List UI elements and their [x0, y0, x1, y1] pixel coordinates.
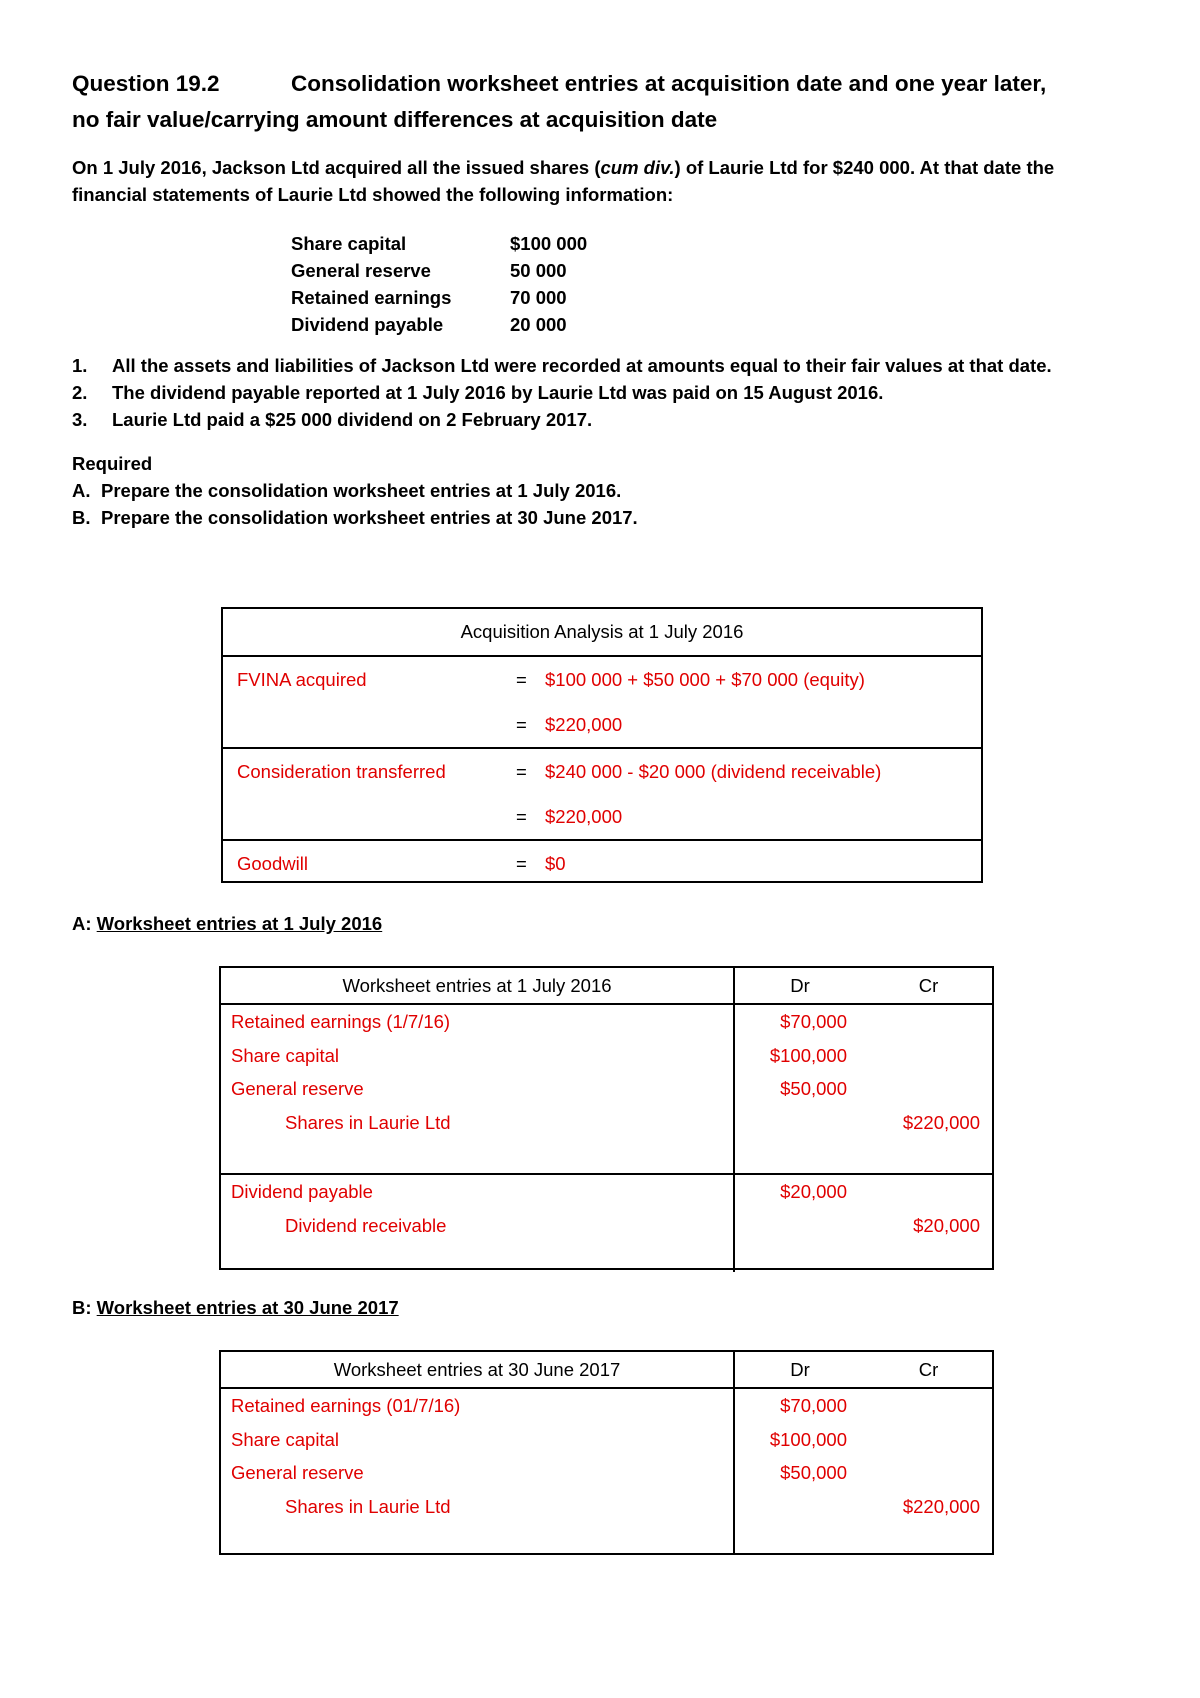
row-label: FVINA acquired: [237, 669, 367, 690]
header-description: Worksheet entries at 30 June 2017: [221, 1352, 735, 1387]
amount-row: [735, 1456, 992, 1490]
section-prefix: A:: [72, 913, 97, 934]
section-prefix: B:: [72, 1297, 97, 1318]
credit-amount: [847, 1039, 992, 1073]
debit-amount: $20,000: [780, 1181, 847, 1202]
row-value: $220,000: [545, 806, 623, 827]
equals-sign: =: [516, 853, 527, 874]
account-name: Shares in Laurie Ltd: [285, 1111, 451, 1133]
list-item: [72, 379, 1132, 406]
account-name: Shares in Laurie Ltd: [285, 1495, 451, 1517]
credit-amount: $20,000: [913, 1214, 980, 1236]
fact-label: Retained earnings: [291, 287, 452, 308]
header-amounts: [735, 968, 992, 1003]
row-value: $220,000: [545, 714, 623, 735]
header-cr: Cr: [918, 1359, 939, 1380]
amount-row: [735, 1490, 992, 1524]
account-name: Retained earnings (01/7/16): [231, 1395, 461, 1416]
worksheet-table-b: [219, 1350, 994, 1555]
table-header: [221, 968, 992, 1005]
acquisition-group-consideration: [223, 749, 981, 841]
account-name: Share capital: [231, 1428, 339, 1450]
entry-amounts: [735, 1389, 992, 1555]
worksheet-table-a: [219, 966, 994, 1270]
credit-amount: [847, 1456, 992, 1490]
required-letter: B.: [72, 507, 91, 528]
credit-amount: [847, 1072, 992, 1106]
note-number: 2.: [72, 382, 88, 403]
note-number: 1.: [72, 355, 88, 376]
amount-row: [735, 1423, 992, 1457]
question-page: [72, 66, 1132, 531]
row-label: [223, 794, 516, 839]
required-letter: A.: [72, 480, 91, 501]
amount-row: [735, 1072, 992, 1106]
table-row: [223, 657, 981, 702]
amount-row: [735, 1005, 992, 1039]
title-line-2: no fair value/carrying amount differences at acquisition date: [72, 107, 718, 132]
section-title: Worksheet entries at 1 July 2016: [96, 913, 383, 934]
acquisition-group-goodwill: [223, 841, 981, 886]
equals-sign: =: [516, 669, 527, 690]
account-name: Share capital: [231, 1044, 339, 1066]
entry-descriptions: [221, 1389, 735, 1555]
title-line-1: Consolidation worksheet entries at acquisition date and one year later,: [291, 71, 1047, 96]
intro-text-start: On 1 July 2016, Jackson Ltd acquired all the issued shares (: [72, 157, 601, 178]
header-cr: Cr: [918, 975, 939, 996]
debit-amount: $50,000: [780, 1462, 847, 1483]
account-name: General reserve: [231, 1078, 364, 1099]
row-label: [223, 702, 516, 747]
table-row: [223, 702, 981, 747]
list-item: [72, 406, 1132, 433]
header-dr: Dr: [790, 1359, 810, 1380]
list-item: [72, 352, 1132, 379]
entry-descriptions: [221, 1005, 735, 1173]
header-amounts: [735, 1352, 992, 1387]
debit-amount: [735, 1209, 847, 1243]
fact-value: $100 000: [510, 233, 588, 254]
notes-list: [72, 352, 1132, 433]
intro-text-end: ) of Laurie Ltd for $240 000. At that date the financial statements of Laurie Ltd showed the following information:: [72, 157, 1055, 205]
amount-row: [735, 1106, 992, 1140]
debit-amount: $70,000: [780, 1395, 847, 1416]
fact-row: [291, 284, 1132, 311]
fact-value: 70 000: [510, 287, 567, 308]
row-value: $100 000 + $50 000 + $70 000 (equity): [545, 669, 865, 690]
intro-emphasis: cum div.: [600, 157, 675, 178]
debit-amount: [735, 1490, 847, 1524]
note-text: Laurie Ltd paid a $25 000 dividend on 2 February 2017.: [112, 409, 593, 430]
debit-amount: $100,000: [769, 1044, 847, 1066]
amount-row: [735, 1175, 992, 1209]
note-text: The dividend payable reported at 1 July 2016 by Laurie Ltd was paid on 15 August 2016.: [112, 382, 884, 403]
fact-value: 20 000: [510, 314, 567, 335]
journal-entry: [221, 1005, 992, 1175]
list-item: [72, 477, 1132, 504]
account-name: General reserve: [231, 1462, 364, 1483]
debit-amount: $70,000: [780, 1011, 847, 1032]
account-name: Dividend receivable: [285, 1214, 447, 1236]
required-heading: Required: [72, 453, 153, 474]
amount-row: [735, 1039, 992, 1073]
amount-row: [735, 1389, 992, 1423]
acquisition-group-fvina: [223, 657, 981, 749]
section-b-heading: [72, 1297, 399, 1319]
credit-amount: [847, 1423, 992, 1457]
account-name: Dividend payable: [231, 1181, 373, 1202]
intro-paragraph: [72, 154, 1132, 208]
credit-amount: $220,000: [902, 1495, 980, 1517]
balance-facts: [291, 230, 1132, 338]
fact-row: [291, 230, 1132, 257]
question-title: [72, 66, 1132, 138]
header-description: Worksheet entries at 1 July 2016: [221, 968, 735, 1003]
debit-amount: $50,000: [780, 1078, 847, 1099]
required-text: Prepare the consolidation worksheet entries at 30 June 2017.: [101, 507, 638, 528]
row-value: $0: [545, 853, 566, 874]
debit-amount: $100,000: [769, 1428, 847, 1450]
required-text: Prepare the consolidation worksheet entries at 1 July 2016.: [101, 480, 622, 501]
table-row: [223, 794, 981, 839]
fact-row: [291, 311, 1132, 338]
credit-amount: $220,000: [902, 1111, 980, 1133]
row-label: Goodwill: [237, 853, 308, 874]
section-title: Worksheet entries at 30 June 2017: [96, 1297, 399, 1318]
row-value: $240 000 - $20 000 (dividend receivable): [545, 761, 882, 782]
table-row: [223, 749, 981, 794]
section-a-heading: [72, 913, 382, 935]
credit-amount: [847, 1175, 992, 1209]
journal-entry: [221, 1389, 992, 1555]
entry-amounts: [735, 1005, 992, 1173]
required-section: [72, 450, 1132, 531]
acquisition-heading: Acquisition Analysis at 1 July 2016: [223, 609, 981, 657]
fact-row: [291, 257, 1132, 284]
credit-amount: [847, 1005, 992, 1039]
fact-label: General reserve: [291, 260, 431, 281]
credit-amount: [847, 1389, 992, 1423]
equals-sign: =: [516, 761, 527, 782]
fact-value: 50 000: [510, 260, 567, 281]
fact-label: Share capital: [291, 233, 407, 254]
acquisition-analysis-table: [221, 607, 983, 883]
table-header: [221, 1352, 992, 1389]
equals-sign: =: [516, 806, 527, 827]
note-text: All the assets and liabilities of Jackson Ltd were recorded at amounts equal to their fair values at that date.: [112, 355, 1052, 376]
journal-entry: [221, 1175, 992, 1272]
account-name: Retained earnings (1/7/16): [231, 1011, 451, 1032]
header-dr: Dr: [790, 975, 810, 996]
row-label: Consideration transferred: [237, 761, 446, 782]
debit-amount: [735, 1106, 847, 1140]
entry-amounts: [735, 1175, 992, 1272]
equals-sign: =: [516, 714, 527, 735]
fact-label: Dividend payable: [291, 314, 444, 335]
entry-descriptions: [221, 1175, 735, 1272]
amount-row: [735, 1209, 992, 1243]
list-item: [72, 504, 1132, 531]
question-number: Question 19.2: [72, 71, 220, 96]
note-number: 3.: [72, 409, 88, 430]
table-row: [223, 841, 981, 886]
